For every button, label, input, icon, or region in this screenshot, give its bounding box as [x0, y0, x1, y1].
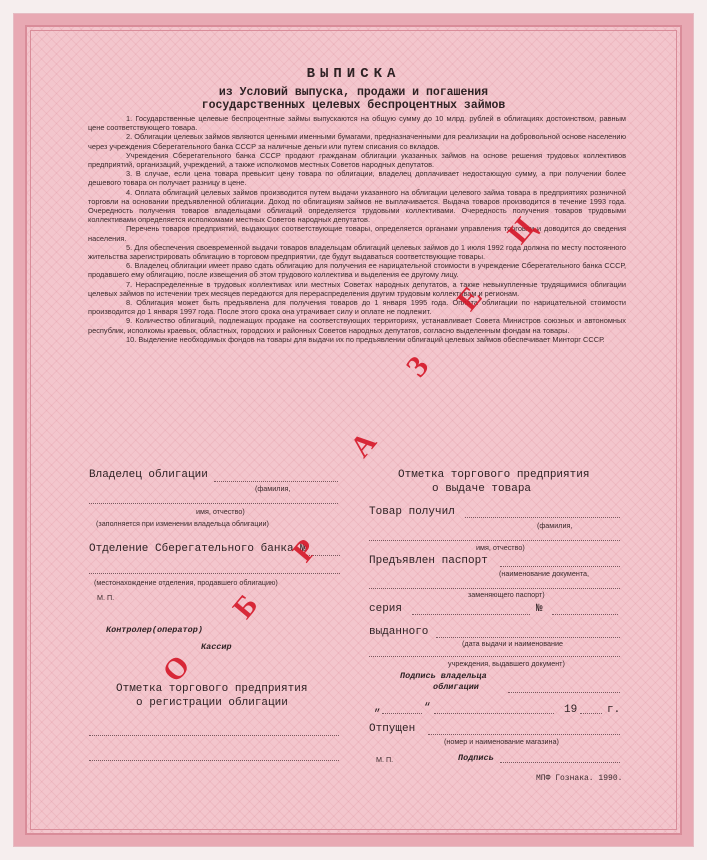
specimen-stamp-letter: Ц [501, 211, 542, 251]
branch-label: Отделение Сберегательного банка № [89, 543, 307, 555]
signature-line[interactable] [500, 762, 620, 763]
paragraph: 3. В случае, если цена товара превысит цену товара по облигации, владелец доплачивает недостающую сумму, а при получении более дешевого товара он получает разницу в цене. [88, 169, 626, 188]
number-sign: № [536, 603, 543, 615]
printer-imprint: МПФ Гознака. 1990. [536, 774, 623, 783]
controller-label: Контролер(оператор) [106, 625, 203, 635]
paragraph: 2. Облигации целевых займов являются ценными именными бумагами, предназначенными для реализации на добровольной основе населению через учреждения Сберегательного банка СССР за наличные деньги или путем списания со вкладов. [88, 132, 626, 151]
issued-hint-1: (дата выдачи и наименование [462, 639, 564, 648]
issued-label: выданного [369, 626, 429, 638]
date-year-line[interactable] [580, 713, 602, 714]
goods-hint-surname: (фамилия, [537, 521, 573, 530]
specimen-stamp-letter: О [156, 649, 197, 689]
passport-hint-2: заменяющего паспорт) [468, 590, 545, 599]
date-year-suffix: г. [607, 704, 621, 716]
document-title: ВЫПИСКА [306, 66, 401, 82]
goods-line-2[interactable] [369, 540, 620, 541]
right-stamp-place: М. П. [376, 755, 394, 764]
issue-title-line1: Отметка торгового предприятия [398, 469, 590, 481]
branch-location-line[interactable] [89, 573, 340, 574]
issued-line-2[interactable] [369, 656, 620, 657]
date-month-line[interactable] [434, 713, 554, 714]
document-subtitle-line2: государственных целевых беспроцентных займов [201, 99, 506, 112]
date-year-prefix: 19 [564, 704, 578, 716]
issued-line[interactable] [436, 637, 620, 638]
signature-label: Подпись [458, 753, 494, 763]
issued-hint-2: учреждения, выдавшего документ) [448, 659, 565, 668]
owner-hint-surname: (фамилия, [255, 484, 291, 493]
goods-hint-name: имя, отчество) [476, 543, 525, 552]
conditions-text [88, 114, 626, 344]
paragraph: Перечень товаров предприятий, выдающих соответствующие товары, определяется органами управления торговли и доводится до сведения населения. [88, 224, 626, 243]
paragraph: 4. Оплата облигаций целевых займов производится путем выдачи указанного на облигации целевого займа товара в предприятиях розничной торговли на основании предъявленной облигации. Доход по облигациям займов не выплачивается. Выдача товаров производится в течение 1993 года. Очередность получения товаров владельцами облигаций определяется трудовыми коллективами. Очередность получения товаров трудовыми коллективами определяется исполкомами местных Советов народных депутатов. [88, 187, 626, 225]
issue-title-line2: о выдаче товара [432, 483, 532, 495]
paragraph: 6. Владелец облигации имеет право сдать облигацию для получения ее нарицательной стоимости в учреждение Сберегательного банка СССР, продавшего ему облигацию, после извещения об этом трудового коллектива и выделения ее другому лицу. [88, 261, 626, 280]
registration-line-1[interactable] [89, 735, 339, 736]
left-stamp-place: М. П. [97, 593, 115, 602]
passport-hint-1: (наименование документа, [499, 569, 590, 578]
date-day-line[interactable] [382, 713, 422, 714]
owner-signature-line[interactable] [508, 692, 620, 693]
released-hint: (номер и наименование магазина) [444, 737, 559, 746]
number-line[interactable] [552, 614, 618, 615]
paragraph: 10. Выделение необходимых фондов на товары для выдачи их по предъявлении облигаций целевых займов обеспечивает Минторг СССР. [126, 334, 605, 344]
date-quote-open: „ [374, 702, 381, 714]
goods-label: Товар получил [369, 506, 455, 518]
owner-signature-label-1: Подпись владельца [400, 671, 487, 681]
paragraph: 1. Государственные целевые беспроцентные займы выпускаются на общую сумму до 10 млрд. рублей в облигациях достоинством, равным цене соответствующего товара. [88, 114, 626, 133]
owner-hint-name: имя, отчество) [196, 507, 245, 516]
owner-hint-note: (заполняется при изменении владельца облигации) [96, 519, 269, 528]
owner-signature-label-2: облигации [433, 682, 479, 692]
paragraph: 9. Количество облигаций, подлежащих продаже на соответствующих территориях, устанавливает Совета Министров союзных и автономных республик, исполкомы краевых, областных, городских и районных Советов народных депутатов, согласно выделенным фондам на товары. [88, 316, 626, 335]
branch-hint: (местонахождение отделения, продавшего облигацию) [94, 578, 278, 587]
cashier-label: Кассир [201, 642, 232, 652]
registration-title-line2: о регистрации облигации [136, 697, 288, 709]
specimen-stamp-letter: Б [226, 588, 265, 625]
released-label: Отпущен [369, 723, 416, 735]
paragraph: 7. Нераспределенные в трудовых коллективах или местных Советах народных депутатов, а также невыкупленные трудящимися облигации целевых займов по истечении трех месяцев передаются для перераспределения другим трудовым коллективам и регионам. [88, 279, 626, 298]
specimen-stamp-letter: З [399, 350, 436, 384]
passport-label: Предъявлен паспорт [369, 555, 488, 567]
series-label: серия [369, 603, 403, 615]
document-subtitle-line1: из Условий выпуска, продажи и погашения [218, 86, 489, 99]
specimen-stamp-letter: Е [450, 280, 489, 317]
released-line[interactable] [428, 734, 620, 735]
series-line[interactable] [412, 614, 530, 615]
registration-line-2[interactable] [89, 760, 339, 761]
owner-line-2[interactable] [89, 503, 338, 504]
owner-label: Владелец облигации [89, 469, 208, 481]
passport-line-2[interactable] [369, 588, 620, 589]
specimen-stamp-letter: А [343, 425, 384, 464]
specimen-stamp-letter: Р [286, 533, 324, 569]
paragraph: 8. Облигация может быть предъявлена для получения товаров до 1 января 1995 года. Оплата облигации по нарицательной стоимости производится до 1 января 1997 года. После этого срока она утрачивает силу и оплате не подлежит. [88, 298, 626, 317]
goods-line[interactable] [465, 517, 620, 518]
passport-line[interactable] [500, 566, 620, 567]
paragraph: Учреждения Сберегательного банка СССР продают гражданам облигации указанных займов на основе решения трудовых коллективов предприятий, организаций, учреждений, а также исполкомов местных Советов народных депутатов. [88, 150, 626, 170]
registration-title-line1: Отметка торгового предприятия [116, 683, 308, 695]
owner-line[interactable] [214, 481, 338, 482]
paragraph: 5. Для обеспечения своевременной выдачи товаров владельцам облигаций целевых займов до 1 июля 1992 года должна по месту постоянного жительства зарегистрировать облигацию в торговом предприятии, где будут выдаваться соответствующие товары. [88, 242, 626, 262]
date-quote-close: “ [424, 702, 431, 714]
